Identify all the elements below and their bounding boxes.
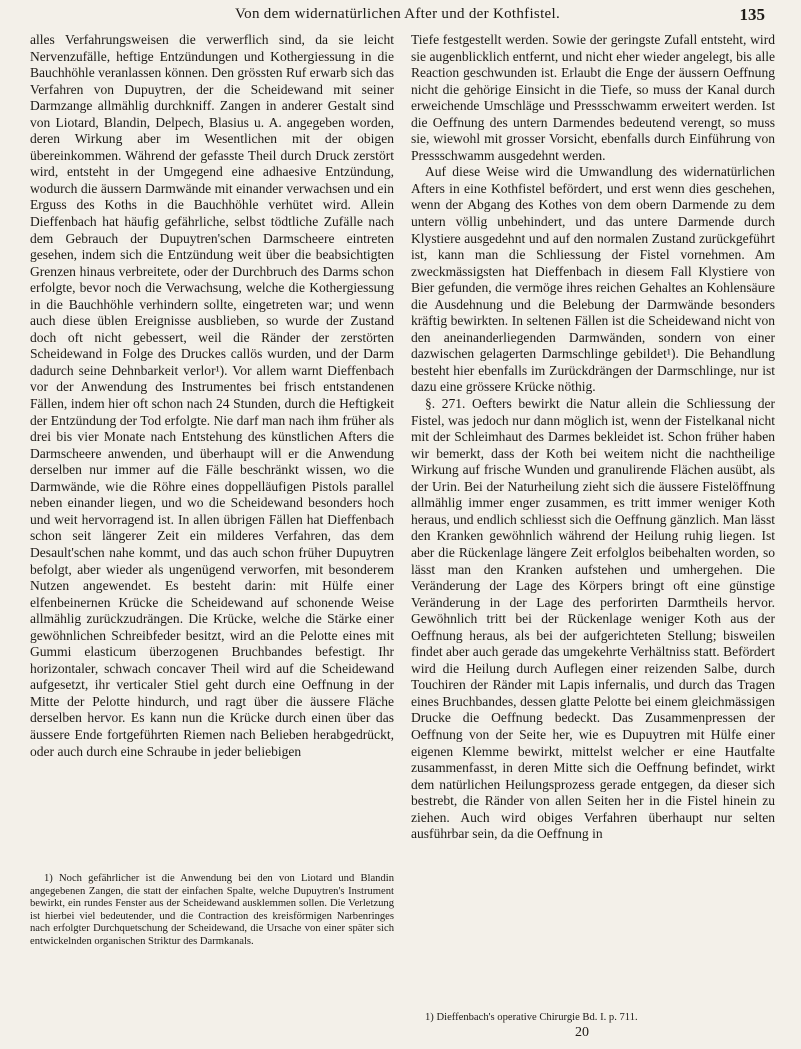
running-title: Von dem widernatürlichen After und der Kothfistel. xyxy=(234,6,561,22)
right-column xyxy=(411,32,775,843)
page-number: 135 xyxy=(739,5,765,24)
sheet-signature: 20 xyxy=(575,1025,589,1040)
running-head xyxy=(30,4,765,30)
left-column xyxy=(30,32,394,760)
right-paragraph-3: §. 271. Oefters bewirkt die Natur allein die Schliessung der Fistel, was jedoch nur dann möglich ist, wenn der Fistelkanal nicht mit der Schleimhaut des Darmes bekleidet ist. Schon früher haben wir bemerkt, dass der Koth bei weitem nicht die nachtheilige Wirkung auf frische Wunden und granulirende Flächen ausübt, als der Urin. Bei der Naturheilung zieht sich die äussere Fistelöffnung allmählig immer enger zusammen, es tritt immer weniger Koth heraus, und endlich schliesst sich die Oeffnung gänzlich. Man lässt den Kranken gewöhnlich während der Heilung ruhig liegen. Ist aber die Rückenlage längere Zeit erfolglos beibehalten worden, so lässt man den Kranken aufstehen und umhergehen. Die Veränderung der Lage des Körpers bringt oft eine günstige Veränderung in der Lage des perforirten Darmtheils hervor. Gewöhnlich tritt bei der Rückenlage weniger Koth aus der Oeffnung heraus, als bei der aufgerichteten Stellung; bisweilen findet aber auch gerade das umgekehrte Verhältniss statt. Befördert wird die Heilung durch Auflegen einer reizenden Salbe, durch Touchiren der Ränder mit Lapis infernalis, und durch das Tragen eines Bruchbandes, dessen glatte Pelotte bei einem gleichmässigen Drucke die Oeffnung bedeckt. Das Zusammenpressen der Oeffnung von der Seite her, wie es Dupuytren mit Hülfe einer eigenen Klemme bewirkt, mittelst welcher er eine Hautfalte zusammenfasst, in deren Mitte sich die Oeffnung befindet, wirkt dem natürlichen Heilungsprozess gerade entgegen, da dieser sich bestrebt, die Ränder von allen Seiten her in die Fistel hinein zu ziehen. Auch wird obiges Verfahren überhaupt nur selten ausführbar sein, da die Oeffnung in xyxy=(411,396,775,842)
left-footnote-1: 1) Noch gefährlicher ist die Anwendung bei den von Liotard und Blandin angegebenen Zangen, die statt der einfachen Spalte, welche Dupuytren's Instrument bewirkt, ein rundes Fenster aus der Scheidewand ausklemmen sollen. Die Verletzung ist hierbei viel bedeutender, und die Contraction des kreisförmigen Narbenringes nach erfolgter Durchquetschung der Scheidewand, die Ursache von einer später sich entwickelnden organischen Striktur des Darmkanals. xyxy=(30,873,394,947)
left-paragraph-1: alles Verfahrungsweisen die verwerflich sind, da sie leicht Nervenzufälle, heftige Entzündungen und Kothergiessung in die Bauchhöhle veranlassen können. Den grössten Ruf erwarb sich das Verfahren von Dupuytren, der die Scheidewand mit seiner Darmzange allmählig durchkniff. Zangen in anderer Gestalt sind von Liotard, Blandin, Delpech, Blasius u. A. angegeben worden, deren Wirkung aber im Wesentlichen mit der obigen übereinkommen. Während der gefasste Theil durch Druck zerstört wird, entsteht in der Umgegend eine adhaesive Entzündung, wodurch die äussern Darmwände mit einander verwachsen und ein Erguss des Koths in die Bauchhöhle verhütet wird. Allein Dieffenbach hat häufig gefährliche, selbst tödtliche Zufälle nach dem Gebrauch der Dupuytren'schen Darmscheere eintreten gesehen, indem sich die Entzündung weit über die beabsichtigten Grenzen hinaus verbreitete, oder der Durchbruch des Darms schon erfolgte, bevor noch die Verwachsung, welche die Kothergiessung in die Bauchhöhle verhindern sollte, eingetreten war; und wenn auch diese üblen Ereignisse ausblieben, so wurde der Zustand doch oft nicht gebessert, weil die Ränder der zerstörten Scheidewand in Folge des Druckes callös wurden, und der Darm dadurch seine Dehnbarkeit verlor¹). Vor allem warnt Dieffenbach vor der Anwendung des Instrumentes bei frisch entstandenen Fällen, indem hier oft schon nach 24 Stunden, durch die Heftigkeit der Entzündung der Tod erfolgte. Nie darf man nach ihm früher als drei bis vier Monate nach Entstehung des künstlichen Afters die Darmscheere anwenden, und überhaupt will er die Anwendung derselben nur immer auf die Fälle beschränkt wissen, wo die Darmwände, wie die Röhre eines doppelläufigen Pistols parallel neben einander liegen, und wo die Scheidewand besonders hoch und weit hervorragend ist. In allen übrigen Fällen hat Dieffenbach schon seit längerer Zeit ein milderes Verfahren, das dem Desault'schen nahe kommt, und das auch schon früher Dupuytren befolgt, aber wieder als ungenügend verworfen, mit besonderem Nutzen angewendet. Es besteht darin: mit Hülfe einer elfenbeinernen Krücke die Scheidewand auf schonende Weise allmählig zurückzudrängen. Die Krücke, welche die Stärke einer gewöhnlichen Schreibfeder besitzt, wird an die Pelotte eines mit Gummi elasticum überzogenen Bruchbandes befestigt. Ihr horizontaler, schwach concaver Theil wird auf die Scheidewand aufgesetzt, ihr verticaler Stiel geht durch eine Oeffnung in der Mitte der Pelotte hindurch, und ragt über die äussere Fläche derselben hervor. Es kann nun die Krücke durch einen über das äussere Ende fortgeführten Riemen nach Belieben herabgedrückt, oder auch durch eine Schraube in jeder beliebigen xyxy=(30,32,394,759)
right-paragraph-1: Tiefe festgestellt werden. Sowie der geringste Zufall entsteht, wird sie augenblicklich entfernt, und nicht eher wieder angelegt, bis alle Reaction geschwunden ist. Erlaubt die Enge der äussern Oeffnung nicht die gehörige Einsicht in die Tiefe, so muss der Kanal durch erweichende Umschläge und Pressschwamm erweitert werden. Ist die Oeffnung des untern Darmendes bedeutend verengt, so muss sie, wiewohl mit grosser Vorsicht, ebenfalls durch Einführung von Pressschwamm ausgedehnt werden. xyxy=(411,32,775,163)
right-footnotes xyxy=(411,1012,775,1025)
right-footnote-1: 1) Dieffenbach's operative Chirurgie Bd. I. p. 711. xyxy=(425,1012,638,1023)
right-paragraph-2: Auf diese Weise wird die Umwandlung des widernatürlichen Afters in eine Kothfistel befördert, und erst wenn dies geschehen, wenn der Abgang des Kothes von dem obern Darmende zu dem untern völlig unbehindert, und das untere Darmende durch Klystiere ausgedehnt und auf den normalen Zustand zurückgeführt ist, kann man die Schliessung der Fistel vornehmen. Am zweckmässigsten hat Dieffenbach in diesem Fall Klystiere von Bier gefunden, die vermöge ihres reichen Gehaltes an Kohlensäure die Ausdehnung und die Belebung der Darmwände besonders kräftig bewirkten. In seltenen Fällen ist die Scheidewand nicht von den aneinanderliegenden Darmwänden, sondern von einer dazwischen gelagerten Darmschlinge gebildet¹). Die Behandlung besteht hier ebenfalls im Zurückdrängen der Darmschlinge, nur ist dazu eine grössere Krücke nöthig. xyxy=(411,164,775,395)
left-footnotes xyxy=(30,873,394,949)
